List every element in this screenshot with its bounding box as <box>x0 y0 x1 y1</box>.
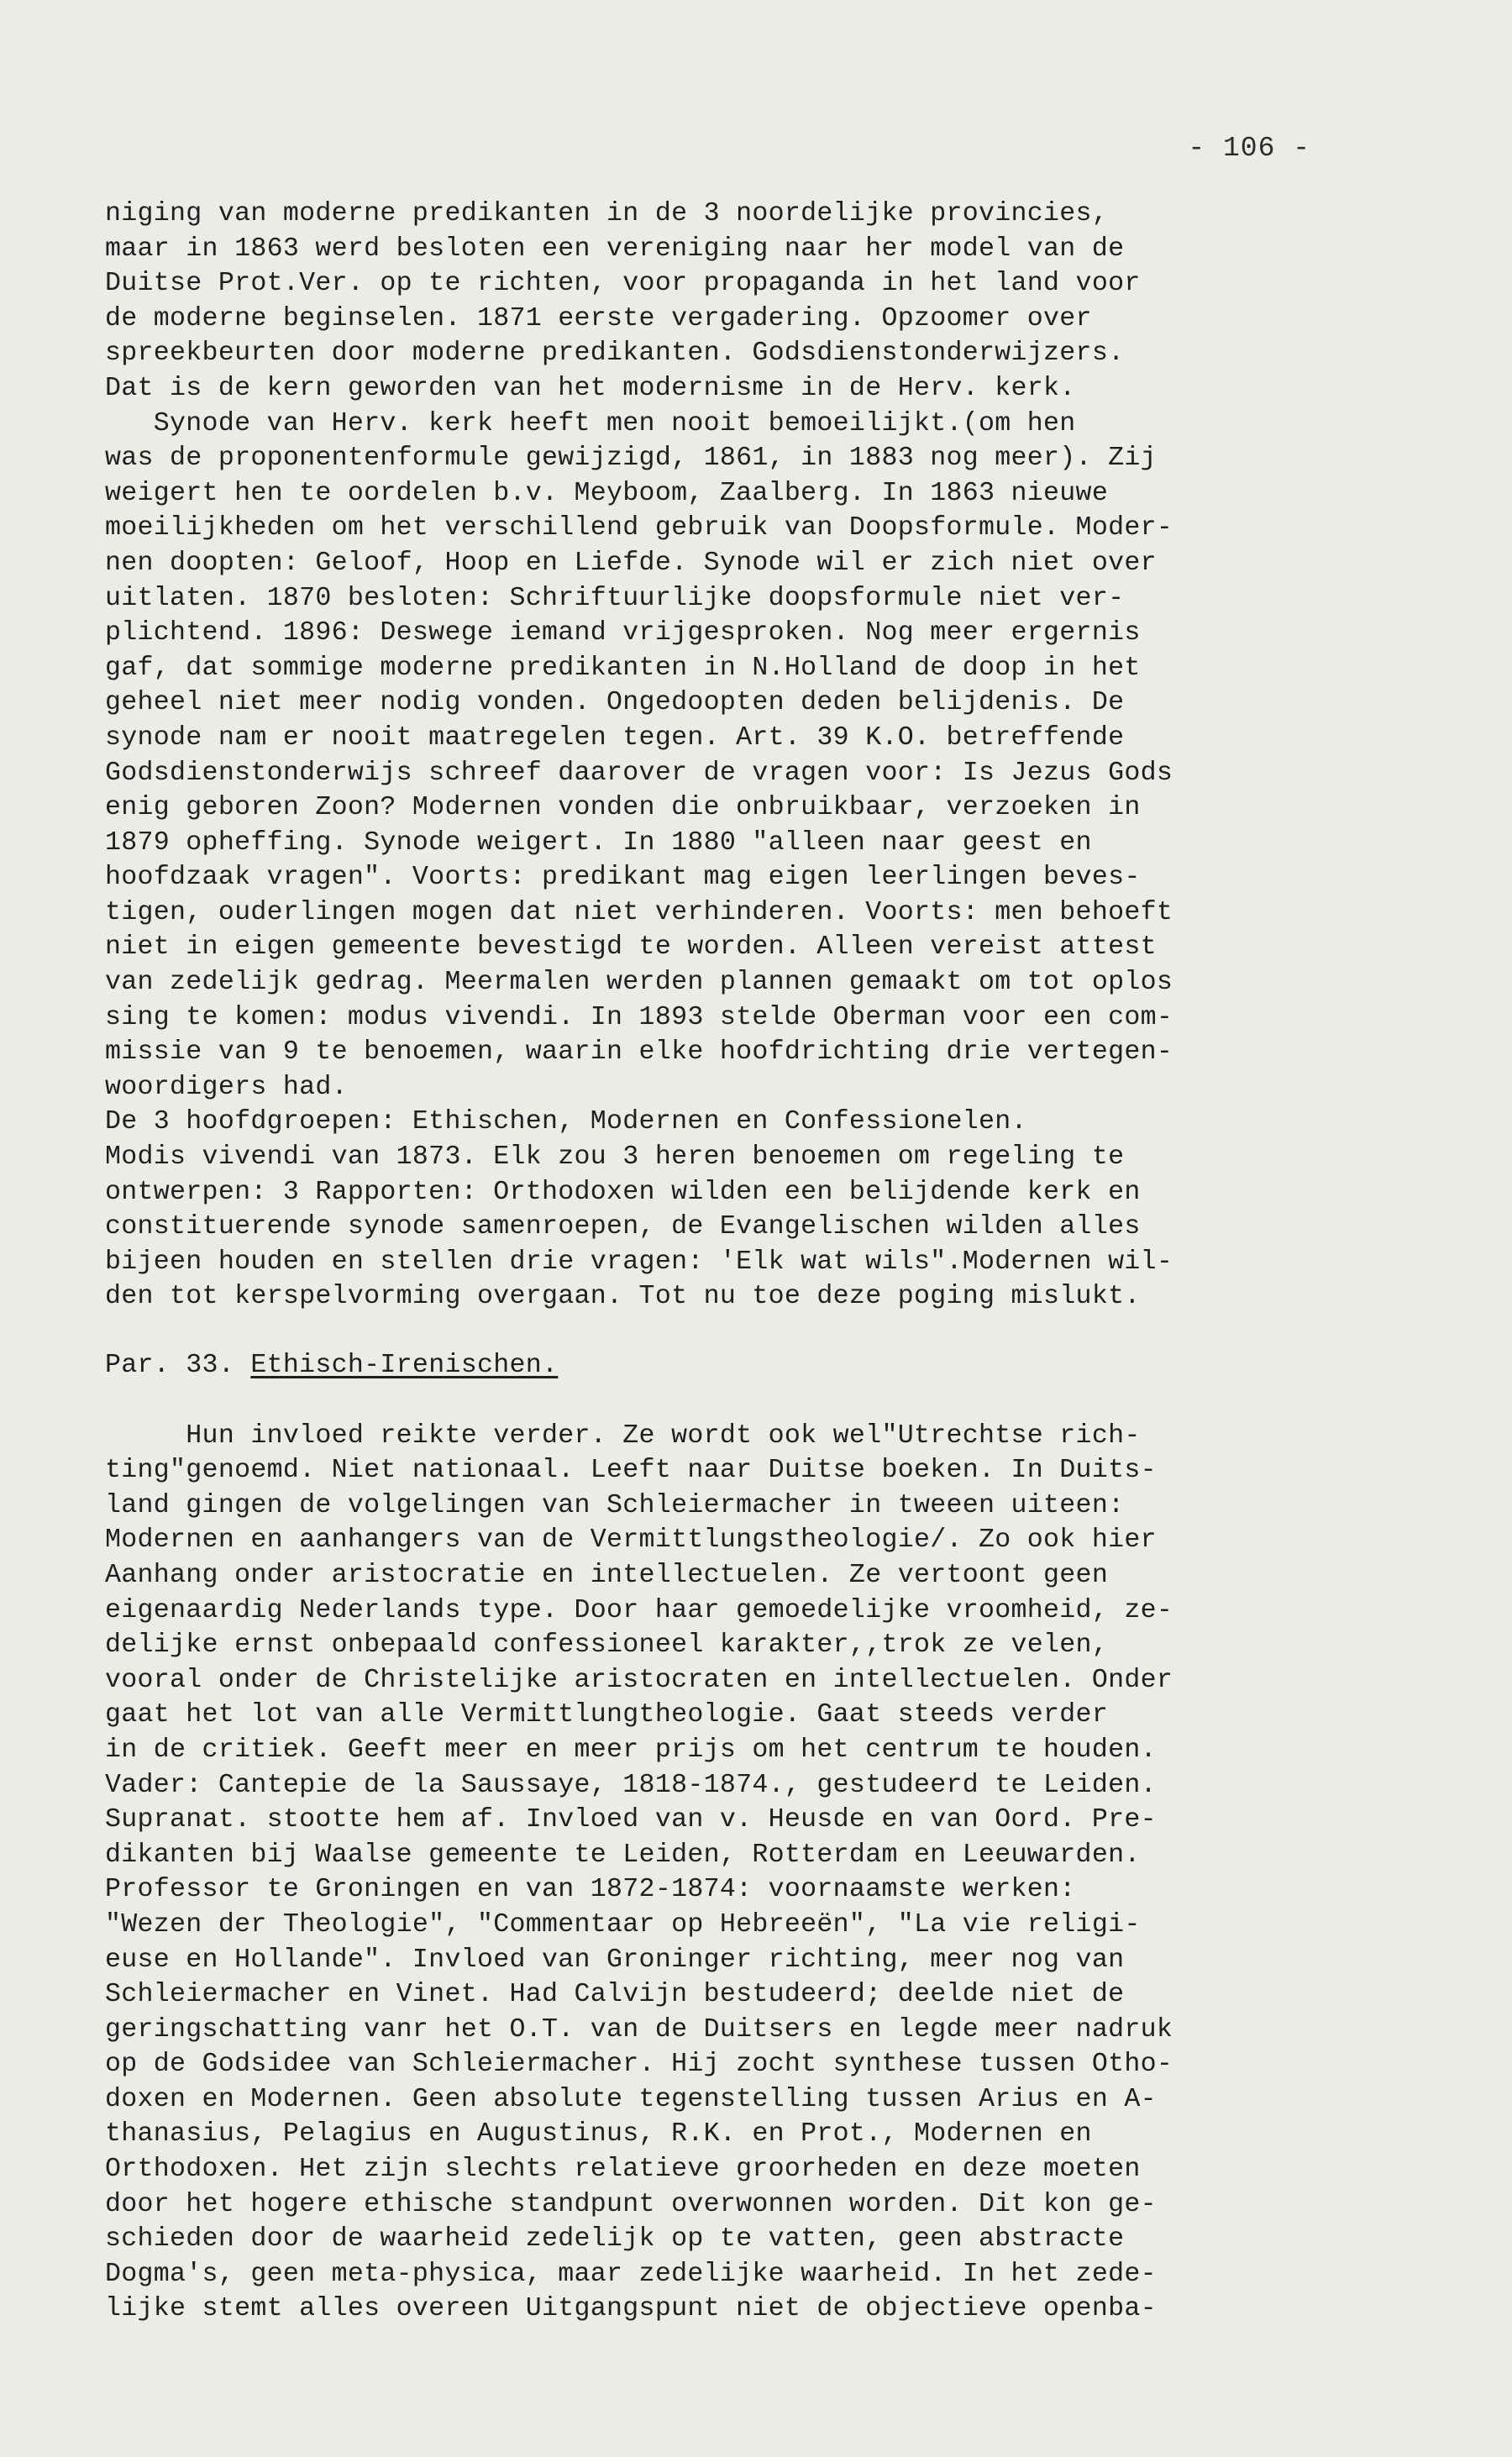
body-text <box>105 197 1432 2327</box>
text-line: schieden door de waarheid zedelijk op te vatten, geen abstracte <box>105 2224 1125 2255</box>
text-line: constituerende synode samenroepen, de Evangelischen wilden alles <box>105 1212 1141 1242</box>
section-prefix: Par. 33. <box>105 1351 251 1380</box>
text-line: doxen en Modernen. Geen absolute tegenstelling tussen Arius en A- <box>105 2084 1157 2114</box>
text-line: nen doopten: Geloof, Hoop en Liefde. Synode wil er zich niet over <box>105 548 1157 578</box>
text-line: Supranat. stootte hem af. Invloed van v. Heusde en van Oord. Pre- <box>105 1805 1157 1835</box>
text-line: bijeen houden en stellen drie vragen: 'Elk wat wils".Modernen wil- <box>105 1247 1173 1277</box>
text-line: door het hogere ethische standpunt overwonnen worden. Dit kon ge- <box>105 2189 1157 2219</box>
text-line: uitlaten. 1870 besloten: Schriftuurlijke doopsformule niet ver- <box>105 583 1125 613</box>
paragraph-1 <box>105 197 1432 1315</box>
text-line: tigen, ouderlingen mogen dat niet verhinderen. Voorts: men behoeft <box>105 897 1173 927</box>
text-line: op de Godsidee van Schleiermacher. Hij zocht synthese tussen Otho- <box>105 2050 1173 2080</box>
text-line: De 3 hoofdgroepen: Ethischen, Modernen en Confessionelen. <box>105 1107 1027 1137</box>
text-line: delijke ernst onbepaald confessioneel karakter,,trok ze velen, <box>105 1630 1109 1661</box>
text-line: 1879 opheffing. Synode weigert. In 1880 "alleen naar geest en <box>105 827 1092 858</box>
text-line: de moderne beginselen. 1871 eerste vergadering. Opzoomer over <box>105 303 1092 333</box>
text-line: Orthodoxen. Het zijn slechts relatieve groorheden en deze moeten <box>105 2155 1141 2185</box>
text-line: Modis vivendi van 1873. Elk zou 3 heren benoemen om regeling te <box>105 1142 1125 1173</box>
text-line: was de proponentenformule gewijzigd, 1861, in 1883 nog meer). Zij <box>105 444 1157 474</box>
text-line: gaat het lot van alle Vermittlungtheologie. Gaat steeds verder <box>105 1700 1109 1730</box>
text-line: Synode van Herv. kerk heeft men nooit bemoeilijkt.(om hen <box>105 408 1076 438</box>
text-line: niet in eigen gemeente bevestigd te worden. Alleen vereist attest <box>105 932 1157 963</box>
text-line: Modernen en aanhangers van de Vermittlungstheologie/. Zo ook hier <box>105 1525 1157 1556</box>
text-line: van zedelijk gedrag. Meermalen werden plannen gemaakt om tot oplos <box>105 968 1173 998</box>
section-title: Ethisch-Irenischen. <box>250 1351 559 1380</box>
text-line: Aanhang onder aristocratie en intellectuelen. Ze vertoont geen <box>105 1560 1109 1590</box>
text-line: woordigers had. <box>105 1072 348 1102</box>
text-line: eigenaardig Nederlands type. Door haar gemoedelijke vroomheid, ze- <box>105 1595 1173 1625</box>
text-line: Professor te Groningen en van 1872-1874: voornaamste werken: <box>105 1875 1076 1905</box>
text-line: Dogma's, geen meta-physica, maar zedelijke waarheid. In het zede- <box>105 2259 1157 2289</box>
text-line: "Wezen der Theologie", "Commentaar op Hebreeën", "La vie religi- <box>105 1909 1141 1940</box>
text-line: enig geboren Zoon? Modernen vonden die onbruikbaar, verzoeken in <box>105 793 1141 823</box>
text-line: spreekbeurten door moderne predikanten. Godsdienstonderwijzers. <box>105 339 1125 369</box>
text-line: ting"genoemd. Niet nationaal. Leeft naar Duitse boeken. In Duits- <box>105 1456 1157 1486</box>
text-line: niging van moderne predikanten in de 3 noordelijke provincies, <box>105 199 1109 228</box>
text-line: weigert hen te oordelen b.v. Meyboom, Zaalberg. In 1863 nieuwe <box>105 478 1109 508</box>
paragraph-2 <box>105 1419 1432 2327</box>
text-line: moeilijkheden om het verschillend gebruik van Doopsformule. Moder- <box>105 513 1173 543</box>
text-line: lijke stemt alles overeen Uitgangspunt niet de objectieve openba- <box>105 2294 1157 2324</box>
text-line: land gingen de volgelingen van Schleiermacher in tweeen uiteen: <box>105 1490 1125 1520</box>
text-line: hoofdzaak vragen". Voorts: predikant mag eigen leerlingen beves- <box>105 863 1141 893</box>
text-line: den tot kerspelvorming overgaan. Tot nu toe deze poging mislukt. <box>105 1282 1141 1312</box>
text-line: geringschatting vanr het O.T. van de Duitsers en legde meer nadruk <box>105 2014 1173 2045</box>
text-line: Schleiermacher en Vinet. Had Calvijn bestudeerd; deelde niet de <box>105 1980 1125 2010</box>
text-line: Dat is de kern geworden van het modernisme in de Herv. kerk. <box>105 373 1076 403</box>
text-line: synode nam er nooit maatregelen tegen. Art. 39 K.O. betreffende <box>105 722 1125 753</box>
text-line: Hun invloed reikte verder. Ze wordt ook wel"Utrechtse rich- <box>105 1420 1141 1451</box>
text-line: geheel niet meer nodig vonden. Ongedoopten deden belijdenis. De <box>105 688 1125 718</box>
text-line: gaf, dat sommige moderne predikanten in N.Holland de doop in het <box>105 653 1141 683</box>
text-line: thanasius, Pelagius en Augustinus, R.K. en Prot., Modernen en <box>105 2119 1092 2150</box>
text-line: Duitse Prot.Ver. op te richten, voor propaganda in het land voor <box>105 269 1141 299</box>
text-line: Godsdienstonderwijs schreef daarover de vragen voor: Is Jezus Gods <box>105 758 1173 788</box>
text-line: sing te komen: modus vivendi. In 1893 stelde Oberman voor een com- <box>105 1002 1173 1032</box>
page-number: - 106 - <box>1188 133 1310 164</box>
section-heading <box>105 1348 1432 1383</box>
text-line: euse en Hollande". Invloed van Groninger richting, meer nog van <box>105 1945 1125 1975</box>
text-line: maar in 1863 werd besloten een vereniging naar her model van de <box>105 234 1125 264</box>
text-line: vooral onder de Christelijke aristocraten en intellectuelen. Onder <box>105 1665 1173 1695</box>
text-line: dikanten bij Waalse gemeente te Leiden, Rotterdam en Leeuwarden. <box>105 1840 1141 1870</box>
text-line: Vader: Cantepie de la Saussaye, 1818-1874., gestudeerd te Leiden. <box>105 1770 1157 1800</box>
text-line: plichtend. 1896: Deswege iemand vrijgesproken. Nog meer ergernis <box>105 618 1141 648</box>
text-line: missie van 9 te benoemen, waarin elke hoofdrichting drie vertegen- <box>105 1037 1173 1068</box>
text-line: in de critiek. Geeft meer en meer prijs om het centrum te houden. <box>105 1735 1157 1765</box>
text-line: ontwerpen: 3 Rapporten: Orthodoxen wilden een belijdende kerk en <box>105 1177 1141 1207</box>
